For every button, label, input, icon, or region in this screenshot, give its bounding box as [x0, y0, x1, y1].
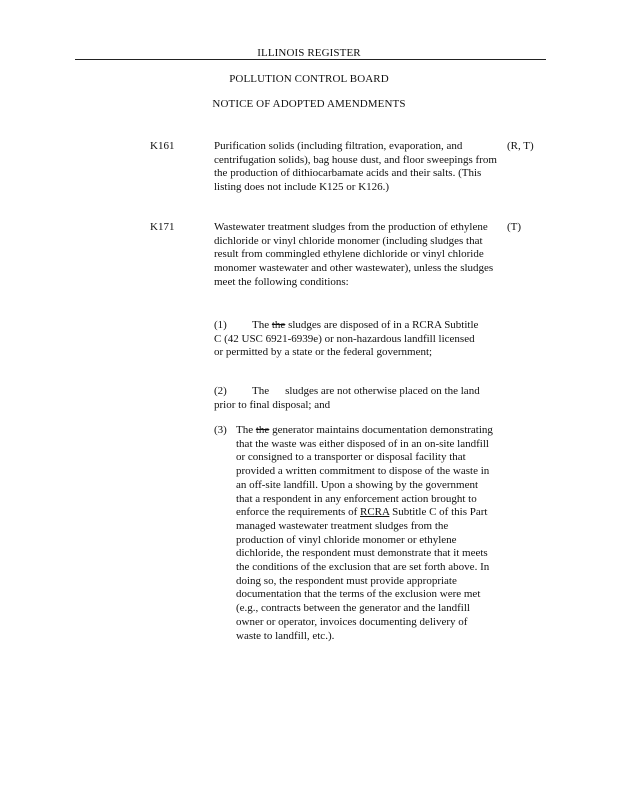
condition-text-start: The: [252, 319, 270, 331]
struck-text: the: [255, 424, 270, 436]
board-title: POLLUTION CONTROL BOARD: [229, 73, 389, 85]
underlined-text: RCRA: [360, 506, 390, 519]
header-rule: [75, 59, 546, 60]
waste-code-k161: K161: [150, 140, 175, 152]
condition-text: sludges are disposed of in a RCRA Subtitle C (42 USC 6921-6939e) or non-hazardous landfill licensed or permitted by a state or the federal government;: [214, 319, 479, 359]
condition-2: [214, 385, 486, 412]
register-title: ILLINOIS REGISTER: [257, 47, 361, 59]
condition-1: [214, 319, 486, 360]
waste-code-k171: K171: [150, 221, 175, 233]
condition-3: [236, 424, 494, 643]
condition-number-3: (3): [214, 424, 227, 436]
waste-description-k161: Purification solids (including filtration, evaporation, and centrifugation solids), bag house dust, and floor sweepings from the production of dithiocarbamate acids and their salts. (This listing does not include K125 or K126.): [214, 140, 497, 194]
notice-title: NOTICE OF ADOPTED AMENDMENTS: [212, 98, 406, 110]
condition-number: (2): [214, 385, 227, 397]
condition-text-start: The: [236, 424, 254, 436]
condition-number: (1): [214, 319, 227, 331]
hazard-code-k161: (R, T): [507, 140, 534, 152]
condition-text-continued: Subtitle C of this Part managed wastewater treatment sludges from the production of vinyl chloride monomer or ethylene dichloride, the respondent must demonstrate that it meets the conditions of the exclusion that are set forth above. In doing so, the respondent must provide appropriate documentation that the terms of the exclusion were met (e.g., contracts between the generator and the landfill owner or operator, invoices documenting delivery of waste to landfill, etc.).: [236, 506, 490, 642]
waste-description-k171: Wastewater treatment sludges from the production of ethylene dichloride or vinyl chloride monomer (including sludges that result from commingled ethylene dichloride or vinyl chloride monomer wastewater and other wastewater), unless the sludges meet the following conditions:: [214, 221, 494, 288]
condition-text: generator maintains documentation demonstrating that the waste was either disposed of in an on-site landfill or consigned to a transporter or disposal facility that provided a written commitment to dispose of the waste in an off-site landfill. Upon a showing by the government that a respondent in any enforcement action brought to enforce the requirements of: [236, 424, 493, 519]
condition-text: sludges are not otherwise placed on the land prior to final disposal; and: [214, 385, 480, 411]
struck-text: the: [271, 319, 286, 331]
condition-text-start: The: [252, 385, 270, 397]
hazard-code-k171: (T): [507, 221, 522, 233]
